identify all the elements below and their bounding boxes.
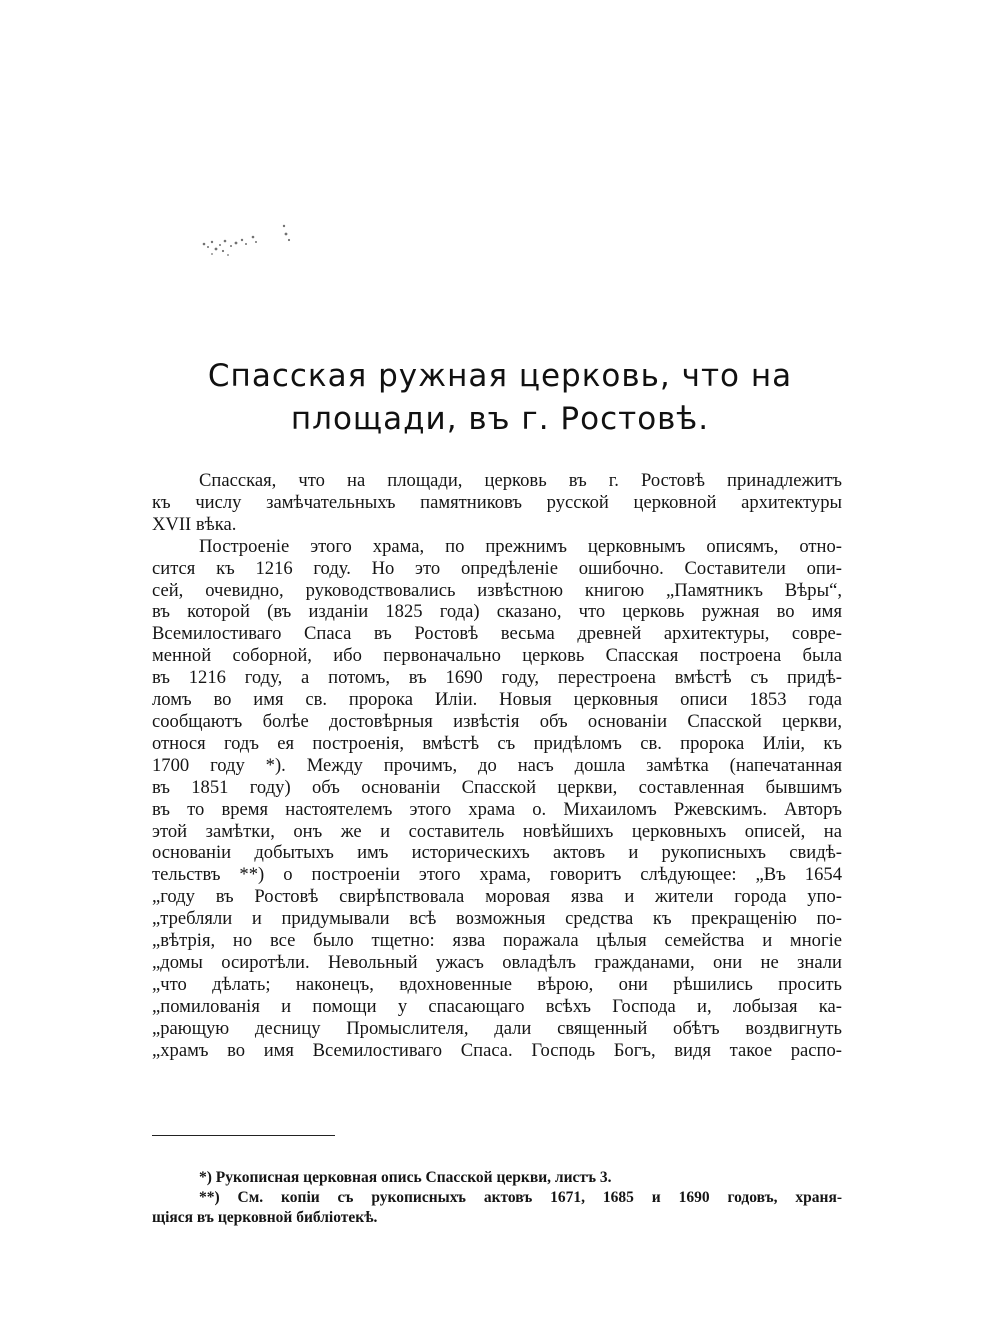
text-line: XVII вѣка. [152, 513, 237, 535]
text-line: сей, очевидно, руководствовались извѣстною книгою „Памятникъ Вѣры“, [152, 579, 842, 601]
text-line: „храмъ во имя Всемилостиваго Спаса. Господь Богъ, видя такое распо- [152, 1039, 842, 1061]
title-line-2: площади, въ г. Ростовѣ. [290, 401, 710, 437]
footnote-divider [152, 1135, 335, 1136]
text-line: въ 1216 году, а потомъ, въ 1690 году, перестроена вмѣстѣ съ придѣ- [152, 667, 842, 689]
text-line: „рающую десницу Промыслителя, дали священный обѣтъ воздвигнуть [152, 1017, 842, 1039]
footnote-1: *) Рукописная церковная опись Спасской церкви, листъ 3. [199, 1169, 612, 1186]
text-line: сится къ 1216 году. Но это опредѣленіе ошибочно. Составители опи- [152, 557, 842, 579]
text-line: въ которой (въ изданіи 1825 года) сказано, что церковь ружная во имя [152, 601, 842, 623]
title-line-1: Спасская ружная церковь, что на [207, 358, 793, 394]
text-line: въ то время настоятелемъ этого храма о. Михаиломъ Ржевскимъ. Авторъ [152, 798, 842, 820]
text-line: ломъ во имя св. пророка Иліи. Новыя церковныя описи 1853 года [152, 689, 842, 711]
text-line: Спасская, что на площади, церковь въ г. Ростовѣ принадлежитъ [199, 470, 842, 491]
ink-smudge-marks [198, 218, 308, 268]
text-line: въ 1851 году) объ основаніи Спасской церкви, составленная бывшимъ [152, 776, 842, 798]
text-line: „требляли и придумывали всѣ возможныя средства къ прекращенію по- [152, 908, 842, 930]
text-line: относя годъ ея построенія, вмѣстѣ съ придѣломъ св. пророка Иліи, къ [152, 732, 842, 754]
main-text [152, 470, 842, 1061]
text-line: менной соборной, ибо первоначально церковь Спасская построена была [152, 645, 842, 667]
text-line: основаніи добытыхъ имъ историческихъ актовъ и рукописныхъ свидѣ- [152, 842, 842, 864]
page-title [100, 355, 900, 441]
text-line: „вѣтрія, но все было тщетно: язва поражала цѣлыя семейства и многіе [152, 930, 842, 952]
text-line: сообщаютъ болѣе достовѣрныя извѣстія объ основаніи Спасской церкви, [152, 710, 842, 732]
text-line: тельствъ **) о построеніи этого храма, говоритъ слѣдующее: „Въ 1654 [152, 864, 842, 886]
text-line: „что дѣлать; наконецъ, вдохновенные вѣрою, они рѣшились просить [152, 973, 842, 995]
text-line: этой замѣтки, онъ же и составитель новѣйшихъ церковныхъ описей, на [152, 820, 842, 842]
text-line: 1700 году *). Между прочимъ, до насъ дошла замѣтка (напечатанная [152, 754, 842, 776]
text-line: Всемилостиваго Спаса въ Ростовѣ весьма древней архитектуры, совре- [152, 623, 842, 645]
text-line: къ числу замѣчательныхъ памятниковъ русской церковной архитектуры [152, 491, 842, 513]
text-line: „году въ Ростовѣ свирѣпствовала моровая язва и жители города упо- [152, 886, 842, 908]
text-line: „домы осиротѣли. Невольный ужасъ овладѣлъ гражданами, они не знали [152, 951, 842, 973]
footnote-2-line-1: **) См. копіи съ рукописныхъ актовъ 1671, 1685 и 1690 годовъ, храня- [199, 1189, 842, 1206]
text-line: Построеніе этого храма, по прежнимъ церковнымъ описямъ, отно- [199, 535, 842, 557]
footnotes [152, 1168, 842, 1228]
text-line: „помилованія и помощи у спасающаго всѣхъ Господа и, лобызая ка- [152, 995, 842, 1017]
footnote-2-line-2: щіяся въ церковной библіотекѣ. [152, 1209, 378, 1226]
